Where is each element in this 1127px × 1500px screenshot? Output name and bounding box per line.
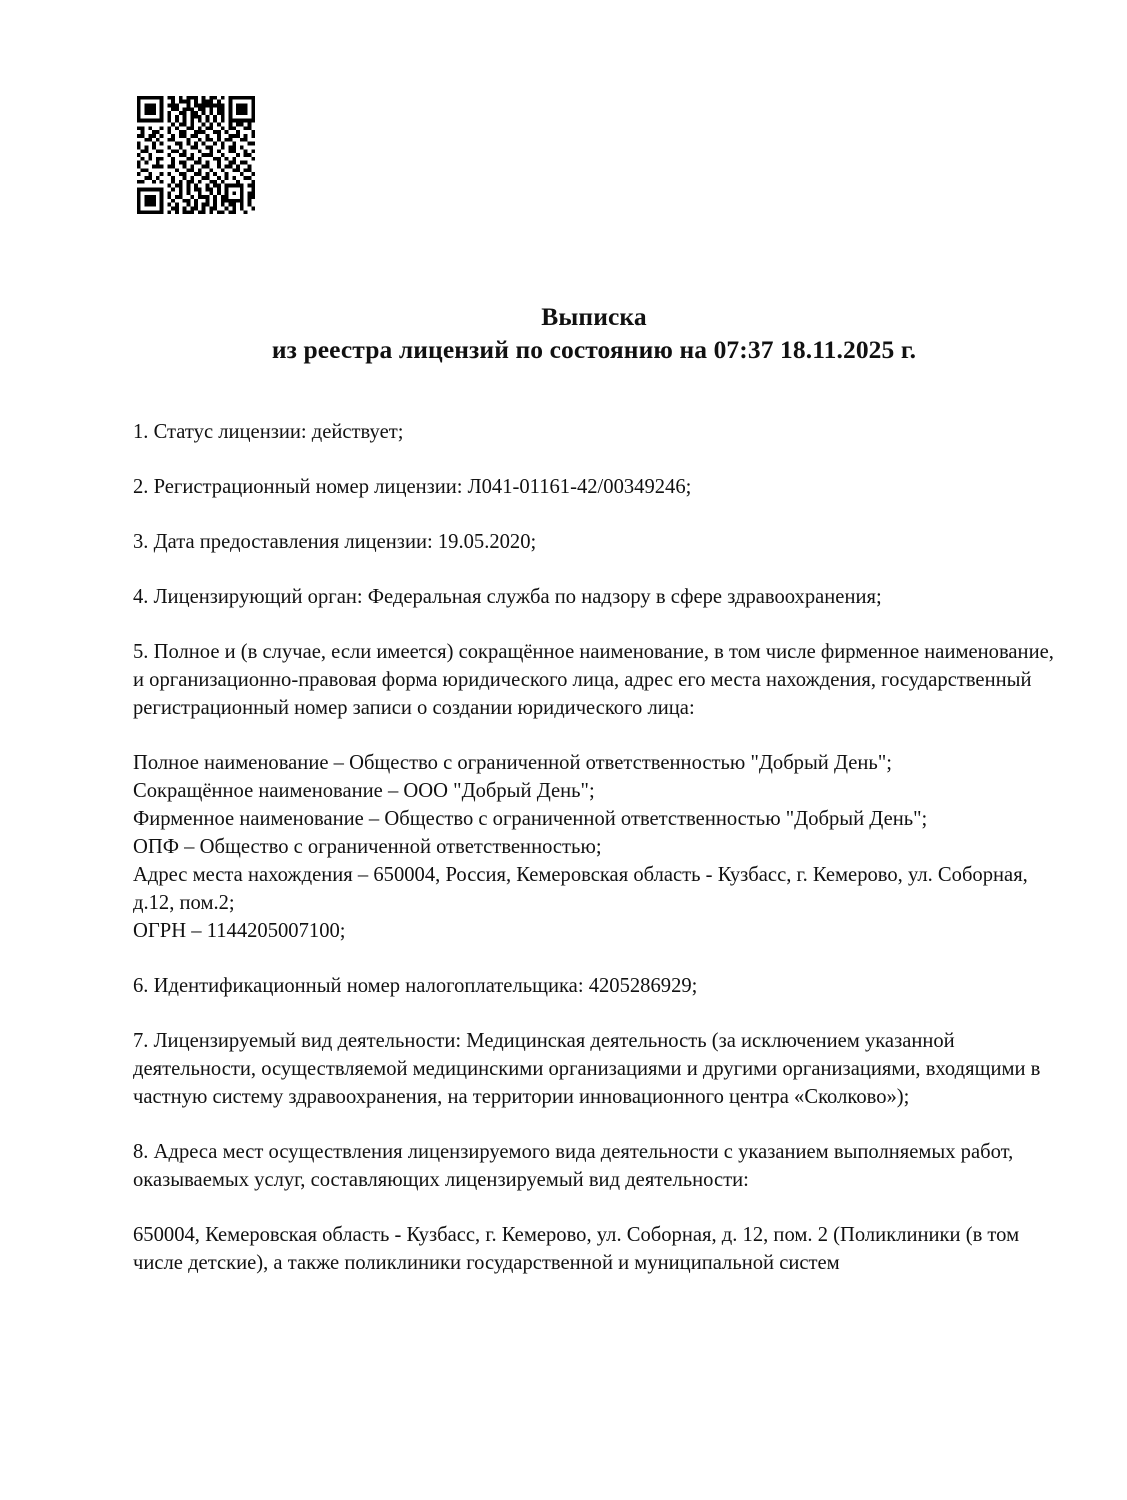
entity-ogrn: ОГРН – 1144205007100;: [133, 920, 346, 942]
title-line-primary: Выписка: [541, 302, 647, 331]
item-4-licensing-authority: 4. Лицензирующий орган: Федеральная служба по надзору в сфере здравоохранения;: [133, 586, 882, 608]
page-title: [133, 300, 1055, 366]
entity-brand-name: Фирменное наименование – Общество с ограниченной ответственностью "Добрый День";: [133, 808, 928, 830]
qr-code-icon: [133, 92, 259, 218]
entity-details-block: [133, 749, 1058, 945]
item-6-inn: 6. Идентификационный номер налогоплательщика: 4205286929;: [133, 975, 698, 997]
item-2-registration-number: 2. Регистрационный номер лицензии: Л041-01161-42/00349246;: [133, 476, 692, 498]
item-7-licensed-activity: 7. Лицензируемый вид деятельности: Медицинская деятельность (за исключением указанной деятельности, осуществляемой медицинскими организациями и другими организациями, входящими в частную систему здравоохранения, на территории инновационного центра «Сколково»);: [133, 1030, 1041, 1108]
entity-short-name: Сокращённое наименование – ООО "Добрый День";: [133, 780, 595, 802]
entity-full-name: Полное наименование – Общество с ограниченной ответственностью "Добрый День";: [133, 752, 892, 774]
qr-code: [133, 92, 259, 218]
title-line-secondary: из реестра лицензий по состоянию на 07:37 18.11.2025 г.: [271, 335, 917, 364]
activity-address-entry: 650004, Кемеровская область - Кузбасс, г. Кемерово, ул. Соборная, д. 12, пом. 2 (Поликлиники (в том числе детские), а также поликлиники государственной и муниципальной систем: [133, 1224, 1020, 1274]
entity-legal-form: ОПФ – Общество с ограниченной ответственностью;: [133, 836, 602, 858]
item-5-entity-names-heading: 5. Полное и (в случае, если имеется) сокращённое наименование, в том числе фирменное наименование, и организационно-правовая форма юридического лица, адрес его места нахождения, государственный регистрационный номер записи о создании юридического лица:: [133, 641, 1054, 719]
item-8-activity-addresses-heading: 8. Адреса мест осуществления лицензируемого вида деятельности с указанием выполняемых работ, оказываемых услуг, составляющих лицензируемый вид деятельности:: [133, 1141, 1014, 1191]
item-3-issue-date: 3. Дата предоставления лицензии: 19.05.2020;: [133, 531, 537, 553]
item-1-license-status: 1. Статус лицензии: действует;: [133, 421, 404, 443]
entity-address: Адрес места нахождения – 650004, Россия, Кемеровская область - Кузбасс, г. Кемерово, ул. Соборная, д.12, пом.2;: [133, 864, 1028, 914]
document-body: [133, 418, 1058, 1277]
